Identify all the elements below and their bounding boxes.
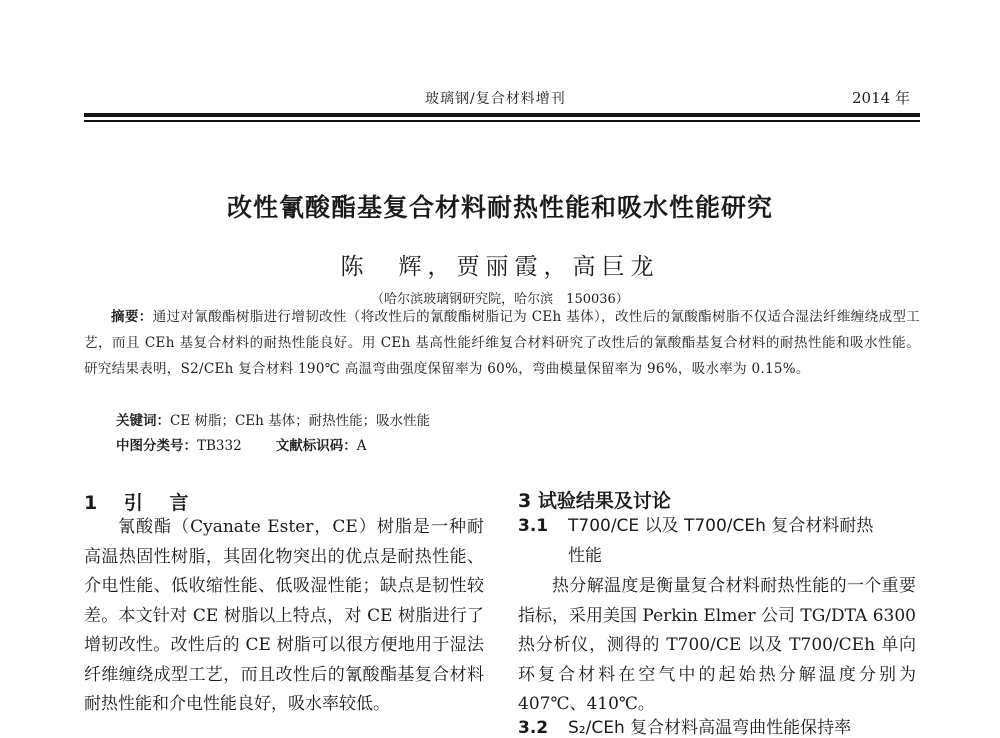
section1-heading: 1 引 言 — [84, 492, 199, 514]
subsection-3-2-number: 3.2 — [518, 718, 549, 738]
keywords — [116, 409, 430, 429]
subsection-3-1-number: 3.1 — [518, 516, 549, 536]
subsection-3-1-title-a: T700/CE 以及 T700/CEh 复合材料耐热 — [568, 516, 874, 536]
paper-affiliation: （哈尔滨玻璃钢研究院，哈尔滨 150036） — [371, 292, 629, 307]
doc-code-label: 文献标识码： — [275, 438, 357, 454]
paper-title: 改性氰酸酯基复合材料耐热性能和吸水性能研究 — [226, 193, 773, 222]
subsection-3-1-title-b: 性能 — [568, 545, 602, 566]
subsection-3-2-title: S₂/CEh 复合材料高温弯曲性能保持率 — [568, 718, 852, 738]
journal-year: 2014 年 — [852, 89, 910, 107]
subsection-3-1-body: 热分解温度是衡量复合材料耐热性能的一个重要指标，采用美国 Perkin Elmer 公司 TG/DTA 6300 热分析仪，测得的 T700/CE 以及 T700/CEh 单向环复合材料在空气中的起始热分解温度分别为 407℃、410℃。 — [518, 576, 916, 714]
header-rule-thick — [84, 113, 920, 117]
paper-authors: 陈 辉，贾丽霞，高巨龙 — [340, 254, 660, 280]
abstract-label: 摘要： — [111, 309, 153, 325]
subsection-3-1-heading — [518, 512, 918, 571]
section1-body: 氰酸酯（Cyanate Ester，CE）树脂是一种耐高温热固性树脂，其固化物突出的优点是耐热性能、介电性能、低收缩性能、低吸湿性能；缺点是韧性较差。本文针对 CE 树脂以上特点，对 CE 树脂进行了增韧改性。改性后的 CE 树脂可以很方便地用于湿法纤维缠绕成型工艺，而且改性后的氰酸酯基复合材料耐热性能和介电性能良好，吸水率较低。 — [84, 517, 484, 714]
clc-label: 中图分类号： — [116, 438, 197, 454]
doc-code-value: A — [356, 438, 367, 454]
classification — [116, 434, 366, 454]
section3-heading: 3 试验结果及讨论 — [518, 490, 671, 512]
keywords-text: CE 树脂；CEh 基体；耐热性能；吸水性能 — [170, 413, 431, 429]
abstract — [84, 304, 920, 382]
header-rule-thin — [84, 120, 920, 122]
journal-name: 玻璃钢/复合材料增刊 — [425, 91, 566, 107]
clc-value: TB332 — [197, 438, 242, 454]
abstract-text: 通过对氰酸酯树脂进行增韧改性（将改性后的氰酸酯树脂记为 CEh 基体），改性后的氰酸酯树脂不仅适合湿法纤维缠绕成型工艺，而且 CEh 基复合材料的耐热性能良好。用 CEh 基高性能纤维复合材料研究了改性后的氰酸酯基复合材料的耐热性能和吸水性能。研究结果表明，S2/CEh 复合材料 190℃ 高温弯曲强度保留率为 60%，弯曲模量保留率为 96%，吸水率为 0.15%。 — [84, 309, 921, 377]
keywords-label: 关键词： — [116, 413, 170, 429]
subsection-3-2-heading — [518, 713, 851, 738]
